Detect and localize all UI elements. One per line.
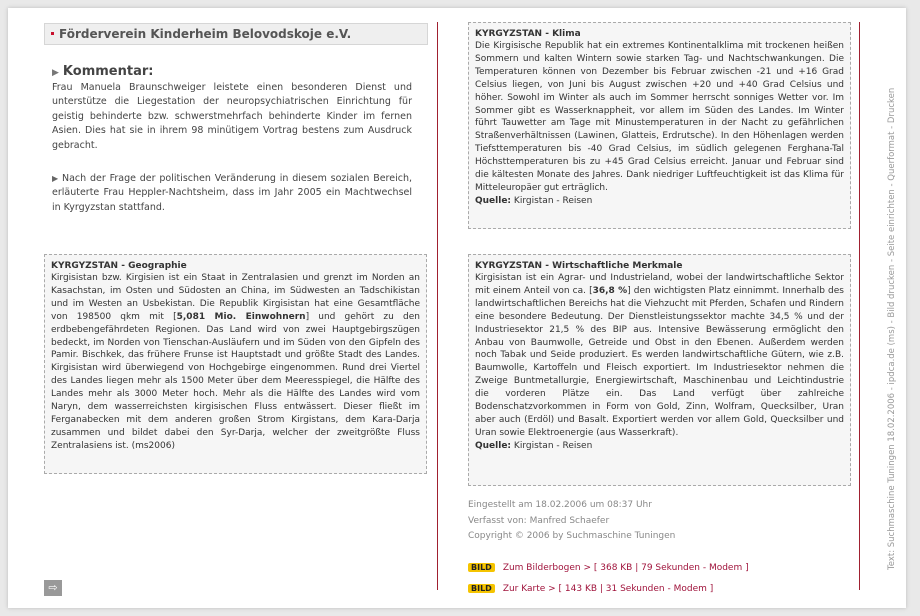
copyright: Copyright © 2006 by Suchmaschine Tuningen: [468, 531, 676, 542]
site-title: Förderverein Kinderheim Belovodskoje e.V.: [59, 27, 352, 41]
agrar-share-value: 36,8 %: [592, 285, 628, 296]
kommentar-heading-text: Kommentar:: [62, 64, 154, 79]
karte-link[interactable]: [468, 584, 713, 594]
triangle-right-icon: ▶: [52, 68, 59, 78]
kommentar-paragraph-2: [52, 172, 412, 215]
posted-date: Eingestellt am 18.02.2006 um 08:37 Uhr: [468, 500, 652, 510]
geographie-box: [44, 254, 427, 474]
post-meta: [468, 498, 675, 545]
bild-badge-icon: BILD: [468, 563, 495, 572]
wirtschaft-text: Kirgisistan ist ein Agrar- und Industrieland, wobei der landwirtschaftliche Sektor mit einem Anteil von ca. [36,8 %] den wichtigsten Platz einnimmt. Innerhalb des landwirtschaftlichen Bereichs hat die Viehzucht mit Pferden, Schafen und Rindern eine besondere Bedeutung. Der Dienstleistungssektor machte 34,5 % und der Industriesektor 21,5 % des BIP aus. Intensive Bewässerung ermöglicht den Anbau von Baumwolle, Getreide und Obst in den Ebenen. Außerdem werden noch Tabak und Seide produziert. Es werden landwirtschaftliche Gütern, wie z.B. Baumwolle, Kartoffeln und Fleisch exportiert. Im Industriesektor nehmen die Zweige Buntmetallurgie, Energiewirtschaft, Maschinenbau und Leichtindustrie die vorderen Plätze ein. Das Land verfügt über zahlreiche Bodenschatzvorkommen in Form von Gold, Zinn, Wolfram, Quecksilber, Uran aber auch (Erdöl) und Basalt. Exportiert werden vor allem Gold, Quecksilber und Uran sowie Elektroenergie (aus Wasserkraft).: [475, 273, 844, 438]
author: Verfasst von: Manfred Schaefer: [468, 515, 610, 526]
geographie-text: Kirgisistan bzw. Kirgisien ist ein Staat in Zentralasien und grenzt im Norden an Kasachstan, im Osten und Südosten an China, im Südwesten an Tadschikistan und im Westen an Usbekistan. Die Republik Kirgisistan hat eine Gesamtfläche von 198500 qkm mit [5,081 Mio. Einwohnern] und gehört zu den erdbebengefährdeten Regionen. Das Land wird von zwei Hauptgebirgszügen bedeckt, im Norden von Tienschan-Ausläufern und im Süden von den Gipfeln des Pamir. Bischkek, das frühere Frunse ist Hauptstadt und größte Stadt des Landes. Kirgisistan wird überwiegend von Hochgebirge eingenommen. Rund drei Viertel des Landes liegen mehr als 1500 Meter über dem Meeresspiegel, die Hälfte des Landes mehr als 3000 Meter hoch. Mehr als die Hälfte des Landes wird vom Naryn, dem wasserreichsten kirgisischen Fluss entwässert. Dieser fließt im Ferganabecken mit dem anderen großen Strom Kirgistans, dem Kara-Darja zusammen und bildet dabei den Syr-Darja, welcher der zweitgrößte Fluss Zentralasiens ist. (ms2006): [51, 273, 420, 451]
klima-title: KYRGYZSTAN - Klima: [475, 29, 581, 39]
wirtschaft-box: [468, 254, 851, 486]
klima-text: Die Kirgisische Republik hat ein extremes Kontinentalklima mit trockenen heißen Sommern und kalten Wintern sowie starken Tag- und Nachtschwankungen. Die Temperaturen können von Dezember bis Februar zwischen -21 und +16 Grad Celsius liegen, von Juni bis August zwischen +20 und +40 Grad Celsius und höher. Sowohl im Winter als auch im Sommer herrscht sonniges Wetter vor. Im Sommer gibt es Wasserknappheit, vor allem im Süden des Landes. Im Winter führt Tauwetter am Tage mit Minustemperaturen in der Nacht zu gefährlichen Straßenverhältnissen (Lawinen, Glatteis, Erdrutsche). In den Höhenlagen werden Tiefsttemperaturen bis -40 Grad Celsius, im südlich gelegenen Ferghana-Tal Höchsttemperaturen bis zu +45 Grad Celsius erreicht. Januar und Februar sind die kältesten Monate des Jahres. Dank niedriger Luftfeuchtigkeit ist das Klima für Mitteleuropäer gut erträglich.: [475, 41, 844, 193]
klima-source: Quelle: Kirgistan - Reisen: [475, 195, 593, 206]
column-divider-right: [859, 22, 860, 590]
bilderbogen-link[interactable]: [468, 563, 749, 573]
population-value: 5,081 Mio. Einwohnern: [176, 311, 306, 322]
next-arrow-button[interactable]: ⇨: [44, 580, 62, 596]
wirtschaft-title: KYRGYZSTAN - Wirtschaftliche Merkmale: [475, 261, 683, 271]
karte-link-text[interactable]: Zur Karte > [ 143 KB | 31 Sekunden - Modem ]: [502, 584, 714, 594]
bilderbogen-link-text[interactable]: Zum Bilderbogen > [ 368 KB | 79 Sekunden - Modem ]: [502, 563, 749, 573]
klima-box: [468, 22, 851, 229]
column-divider-left: [437, 22, 438, 590]
kommentar-heading: [52, 64, 153, 79]
site-title-box: [44, 23, 428, 45]
triangle-right-icon: ▶: [52, 174, 59, 183]
kommentar-paragraph-2-text: Nach der Frage der politischen Veränderung in diesem sozialen Bereich, erläuterte Frau Heppler-Nachtsheim, dass im Jahr 2005 ein Machtwechsel in Kyrgyzstan stattfand.: [52, 173, 412, 213]
geographie-title: KYRGYZSTAN - Geographie: [51, 261, 187, 271]
wirtschaft-source: Quelle: Kirgistan - Reisen: [475, 440, 593, 451]
vertical-print-bar[interactable]: Text: Suchmaschine Tuningen 18.02.2006 - ipdca.de (ms) - Bild drucken - Seite einrichten - Querformat - Drucken: [887, 87, 897, 570]
kommentar-paragraph-1: Frau Manuela Braunschweiger leistete einen besonderen Dienst und unterstütze die Liegestation der neuropsychiatrischen Einrichtung für geistig behinderte bzw. schwerstmehrfach behinderte Kinder im fernen Asien. Dies hat sie in ihrem 98 minütigem Vortrag bestens zum Ausdruck gebracht.: [52, 82, 412, 151]
title-marker: [51, 32, 54, 35]
bild-badge-icon: BILD: [468, 584, 495, 593]
